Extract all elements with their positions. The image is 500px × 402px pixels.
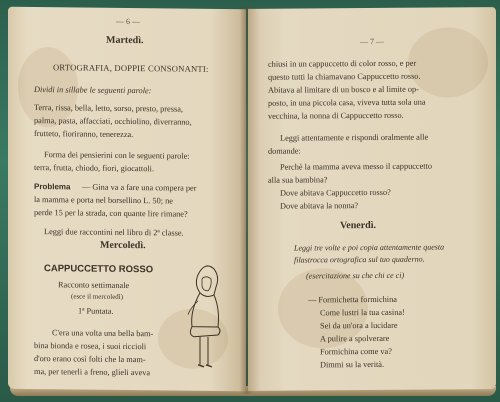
answer-instruction: domande: bbox=[268, 146, 301, 156]
copy-instruction: filastrocca ortografica sul tuo quaderno. bbox=[294, 254, 425, 265]
right-page bbox=[248, 7, 496, 391]
story-line: Abitava al limitare di un bosco e al limite op- bbox=[268, 84, 419, 95]
words-line: frutteto, fioriranno, tenerezza. bbox=[34, 129, 134, 140]
rhyme-line: Come lustri la tua casina! bbox=[320, 307, 405, 318]
copy-instruction: Leggi tre volte e poi copia attentamente questa bbox=[294, 242, 445, 253]
page-number: — 7 — bbox=[360, 36, 384, 47]
open-notebook bbox=[8, 2, 498, 397]
story-line: questo tutti la chiamavano Cappuccetto rosso. bbox=[268, 71, 421, 82]
story-subtitle: Racconto settimanale bbox=[58, 280, 130, 291]
exercise-note: (esercitazione su che chi ce ci) bbox=[306, 270, 405, 281]
story-part: 1ª Puntata. bbox=[78, 306, 114, 316]
story-line: vecchina, la nonna di Cappuccetto rosso. bbox=[268, 110, 404, 121]
heading-mercoledi: Mercoledì. bbox=[100, 239, 146, 252]
story-line: ma, per tenerli a freno, glieli aveva bbox=[34, 367, 151, 378]
words-line: Terra, rissa, bella, letto, sorso, presto, pressa, bbox=[34, 103, 183, 114]
rhyme-line: Formichina come va? bbox=[320, 346, 392, 357]
rhyme-line: A pulire a spolverare bbox=[320, 333, 390, 344]
question-line: Perchè la mamma aveva messo il cappuccetto bbox=[280, 161, 433, 172]
heading-venerdi: Venerdì. bbox=[340, 219, 377, 232]
question-line: Dove abitava Cappuccetto rosso? bbox=[280, 187, 391, 198]
answer-instruction: Leggi attentamente e rispondi oralmente alle bbox=[280, 132, 429, 143]
problem-line: la mamma e porta nel borsellino L. 50; ne bbox=[34, 195, 173, 206]
problem-label: Problema bbox=[34, 182, 71, 192]
read-instruction: Leggi due raccontini nel libro di 2ª classe. bbox=[44, 227, 184, 238]
words-line: palma, pasta, affacciati, occhiolino, diverranno, bbox=[34, 116, 192, 127]
section-title: ORTOGRAFIA, DOPPIE CONSONANTI: bbox=[53, 62, 209, 74]
rhyme-line: Dimmi su la verità. bbox=[320, 359, 385, 370]
question-line: Dove abitava la nonna? bbox=[280, 201, 359, 211]
rhyme-line: Sei da un'ora a lucidare bbox=[320, 320, 398, 331]
page-number: — 6 — bbox=[116, 16, 140, 27]
story-line: chiusi in un cappuccetto di color rosso, e per bbox=[268, 58, 417, 69]
problem-line: perde 15 per la strada, con quante lire rimane? bbox=[34, 208, 188, 219]
story-line: C'era una volta una bella bam- bbox=[52, 328, 154, 339]
paper-stain bbox=[408, 27, 488, 98]
heading-martedi: Martedì. bbox=[106, 34, 144, 47]
problem-line: — Gina va a fare una compera per bbox=[82, 182, 197, 193]
little-red-riding-hood-illustration bbox=[180, 261, 230, 382]
thoughts-line: Forma dei pensierini con le seguenti parole: bbox=[44, 150, 190, 161]
instruction-text: Dividi in sillabe le seguenti parole: bbox=[34, 85, 152, 96]
thoughts-line: terra, frutta, chiodo, fiori, giocattoli. bbox=[34, 163, 155, 174]
story-title: CAPPUCCETTO ROSSO bbox=[44, 263, 154, 276]
rhyme-line: — Formichetta formichina bbox=[308, 294, 397, 305]
question-line: alla sua bambina? bbox=[268, 175, 328, 185]
story-line: d'oro erano così folti che la mam- bbox=[34, 354, 146, 365]
story-line: bina bionda e rosea, i suoi riccioli bbox=[34, 341, 147, 352]
left-page bbox=[8, 7, 246, 391]
story-subtitle-note: (esce il mercoledì) bbox=[71, 292, 124, 301]
story-line: posto, in una piccola casa, viveva tutta sola una bbox=[268, 97, 426, 108]
